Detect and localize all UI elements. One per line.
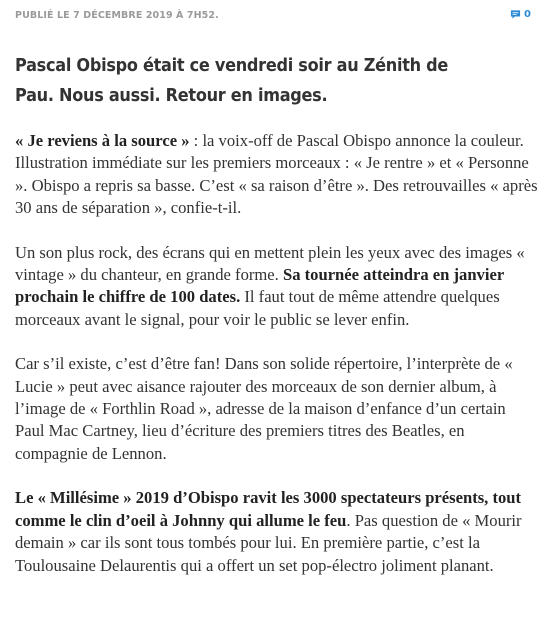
- paragraph-3: [15, 353, 539, 465]
- article-meta-bar: [15, 9, 531, 27]
- article-lede: Pascal Obispo était ce vendredi soir au Zénith de Pau. Nous aussi. Retour en images.: [15, 56, 449, 106]
- article-body: [15, 130, 539, 599]
- comments-link[interactable]: [510, 9, 531, 20]
- paragraph-2-bold: Sa tournée atteindra en janvier prochain le chiffre de 100 dates.: [15, 265, 504, 307]
- paragraph-1: [15, 130, 539, 220]
- paragraph-2-text-b: Il faut tout de même attendre quelques morceaux avant le signal, pour voir le public se lever enfin.: [15, 287, 500, 329]
- paragraph-4-text: . Pas question de « Mourir demain » car ils sont tous tombés pour lui. En première partie, c’est la Toulousaine Delaurentis qui a offert un set pop-électro joliment planant.: [15, 510, 522, 575]
- comment-bubble-icon: [510, 9, 521, 20]
- publication-date: PUBLIÉ LE 7 DÉCEMBRE 2019 À 7H52.: [15, 10, 219, 21]
- comment-count: 0: [524, 9, 531, 20]
- paragraph-2: [15, 242, 539, 332]
- paragraph-3-text: Car s’il existe, c’est d’être fan! Dans son solide répertoire, l’interprète de « Lucie » peut avec aisance rajouter des morceaux de son dernier album, à l’image de « Forthlin Road », adresse de la maison d’enfance d’un certain Paul Mac Cartney, lieu d’écriture des premiers titres des Beatles, en compagnie de Lennon.: [15, 354, 513, 463]
- paragraph-4-bold: Le « Millésime » 2019 d’Obispo ravit les 3000 spectateurs présents, tout comme le clin d’oeil à Johnny qui allume le feu: [15, 488, 522, 530]
- paragraph-4: [15, 487, 539, 577]
- paragraph-1-text: : la voix-off de Pascal Obispo annonce la couleur. Illustration immédiate sur les premiers morceaux : « Je rentre » et « Personne ». Obispo a repris sa basse. C’est « sa raison d’être ». Des retrouvailles « après 30 ans de séparation », confie-t-il.: [15, 131, 538, 218]
- paragraph-1-bold: « Je reviens à la source »: [15, 131, 190, 150]
- paragraph-2-text-a: Un son plus rock, des écrans qui en mettent plein les yeux avec des images « vintage » du chanteur, en grande forme.: [15, 242, 525, 285]
